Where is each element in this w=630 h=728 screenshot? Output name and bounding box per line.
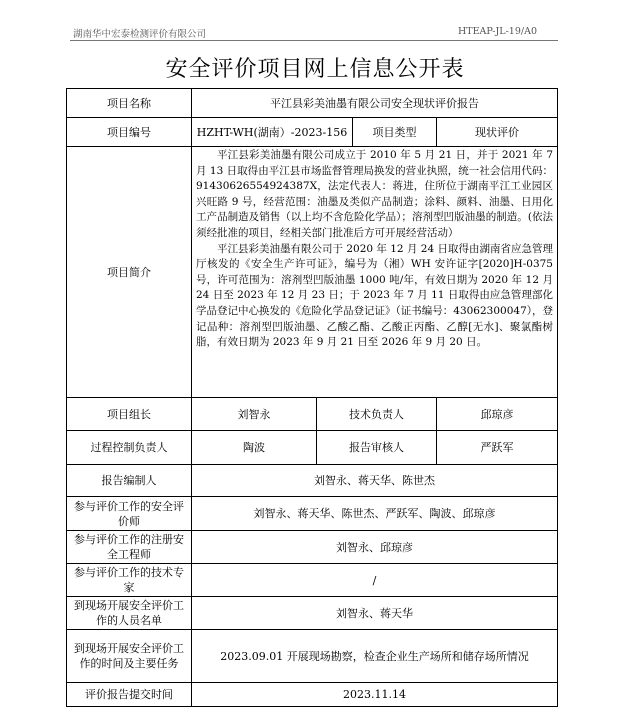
value-submit-time: 2023.11.14 (192, 683, 558, 707)
label-project-name: 项目名称 (67, 89, 192, 118)
label-engineers: 参与评价工作的注册安全工程师 (67, 531, 192, 564)
row-team-leader (67, 398, 558, 431)
header-company: 湖南华中宏泰检测评价有限公司 (73, 29, 207, 40)
row-evaluators (67, 497, 558, 531)
label-tech-lead: 技术负责人 (317, 398, 437, 431)
value-report-reviewer: 严跃军 (437, 431, 558, 465)
row-experts (67, 564, 558, 597)
intro-paragraph-2: 平江县彩美油墨有限公司于 2020 年 12 月 24 日取得由湖南省应急管理厅核发的《安全生产许可证》，编号为（湘）WH 安许证字[2020]H-0375 号，许可范围为：溶剂型凹版油墨 1000 吨/年，有效日期为 2020 年 12 月 24 日至 2023 年 12 月 23 日；于 2023 年 7 月 11 日取得由应急管理部化学品登记中心换发的《危险化学品登记证》（证书编号：43062300047），登记品种：溶剂型凹版油墨、乙酸乙酯、乙酸正丙酯、乙醇[无水]、聚氯酯树脂，有效日期为 2023 年 9 月 21 日至 2026 年 9 月 20 日。 (196, 242, 553, 349)
label-report-reviewer: 报告审核人 (317, 431, 437, 465)
intro-paragraph-1: 平江县彩美油墨有限公司成立于 2010 年 5 月 21 日，并于 2021 年 7 月 13 日取得由平江县市场监督管理局换发的营业执照，统一社会信用代码：91430626554924387X，法定代表人：蒋进，住所位于湖南平江工业园区兴旺路 9 号，经营范围：油墨及类似产品制造；涂料、颜料、油墨、日用化工产品制造及销售（以上均不含危险化学品）；溶剂型凹版油墨的制造。(依法须经批准的项目，经相关部门批准后方可开展经营活动） (196, 149, 553, 239)
label-project-no: 项目编号 (67, 118, 192, 147)
value-process-ctrl: 陶波 (192, 431, 317, 465)
row-engineers (67, 531, 558, 564)
value-engineers: 刘智永、邱琼彦 (192, 531, 558, 564)
info-table (66, 88, 558, 707)
label-project-type: 项目类型 (353, 118, 437, 147)
row-onsite-people (67, 597, 558, 630)
row-process-ctrl (67, 431, 558, 465)
value-team-leader: 刘智永 (192, 398, 317, 431)
header-doc-code: HTEAP-JL-19/A0 (457, 26, 537, 37)
row-project-name (67, 89, 558, 118)
label-intro: 项目简介 (67, 147, 192, 398)
row-report-author (67, 465, 558, 497)
label-onsite-people: 到现场开展安全评价工作的人员名单 (67, 597, 192, 630)
value-project-no: HZHT-WH(湖南）-2023-156 (192, 118, 353, 147)
row-intro (67, 147, 558, 398)
page-title: 安全评价项目网上信息公开表 (165, 57, 465, 82)
label-report-author: 报告编制人 (67, 465, 192, 497)
value-evaluators: 刘智永、蒋天华、陈世杰、严跃军、陶波、邱琼彦 (192, 497, 558, 531)
label-submit-time: 评价报告提交时间 (67, 683, 192, 707)
value-onsite-people: 刘智永、蒋天华 (192, 597, 558, 630)
value-onsite-time: 2023.09.01 开展现场勘察，检查企业生产场所和储存场所情况 (192, 630, 558, 683)
label-team-leader: 项目组长 (67, 398, 192, 431)
label-experts: 参与评价工作的技术专家 (67, 564, 192, 597)
label-process-ctrl: 过程控制负责人 (67, 431, 192, 465)
value-tech-lead: 邱琼彦 (437, 398, 558, 431)
row-project-no (67, 118, 558, 147)
row-onsite-time (67, 630, 558, 683)
label-onsite-time: 到现场开展安全评价工作的时间及主要任务 (67, 630, 192, 683)
header-divider (70, 40, 558, 41)
row-submit-time (67, 683, 558, 707)
value-project-type: 现状评价 (437, 118, 558, 147)
value-intro (192, 147, 558, 398)
value-experts: / (192, 564, 558, 597)
value-report-author: 刘智永、蒋天华、陈世杰 (192, 465, 558, 497)
label-evaluators: 参与评价工作的安全评价师 (67, 497, 192, 531)
value-project-name: 平江县彩美油墨有限公司安全现状评价报告 (192, 89, 558, 118)
